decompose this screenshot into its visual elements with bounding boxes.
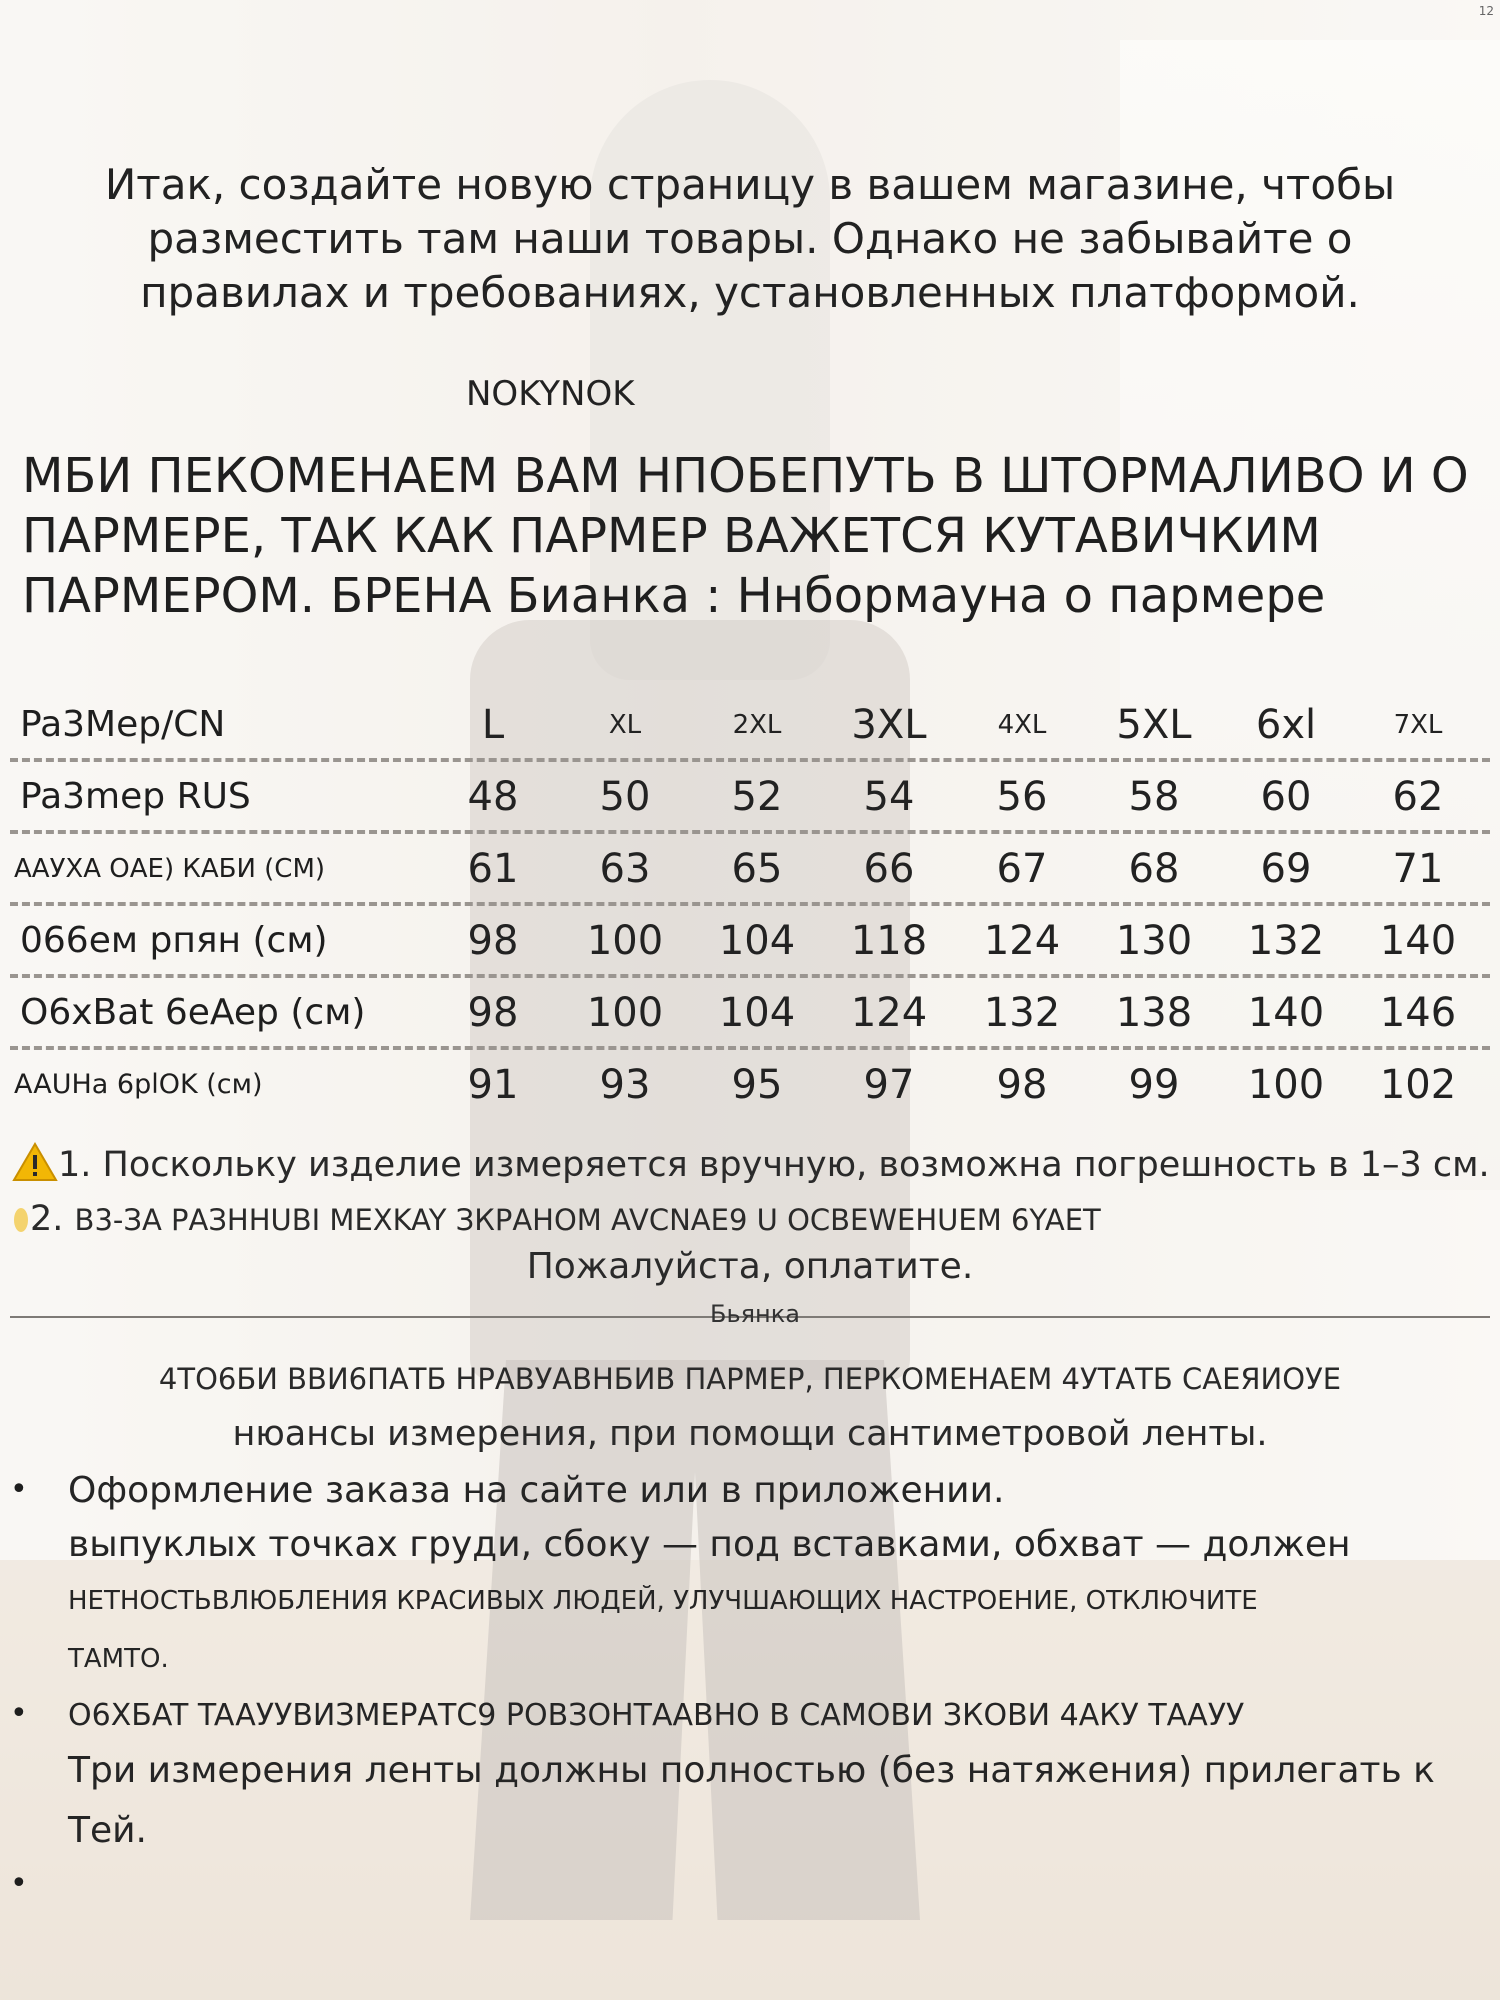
table-cell: 68 [1128, 846, 1180, 892]
size-table-row [0, 834, 1500, 906]
table-cell: 97 [863, 1062, 915, 1108]
table-cell: 95 [731, 1062, 783, 1108]
table-cell: 104 [718, 918, 796, 964]
table-cell: 65 [731, 846, 783, 892]
pin-icon [12, 1196, 30, 1230]
note2-number: 2. [30, 1199, 64, 1239]
tip-line: Оформление заказа на сайте или в приложении. [68, 1470, 1005, 1511]
table-cell: 67 [996, 846, 1048, 892]
row-label: 066ем рпян (см) [20, 920, 328, 961]
intro-text: Итак, создайте новую страницу в вашем магазине, чтобы разместить там наши товары. Однако не забывайте о правилах и требованиях, установленных платформой. [104, 160, 1396, 317]
table-cell: 124 [850, 990, 928, 1036]
table-cell: 99 [1128, 1062, 1180, 1108]
bullet-marker: • [10, 1472, 28, 1507]
table-cell: 132 [1247, 918, 1325, 964]
table-cell: 54 [863, 774, 915, 820]
bullet-marker: • [10, 1696, 28, 1731]
table-cell: 98 [467, 990, 519, 1036]
payment-line: Пожалуйста, оплатите. [526, 1246, 974, 1287]
table-cell: 118 [850, 918, 928, 964]
size-header-cell: L [481, 702, 505, 748]
size-header-cell: 7XL [1393, 710, 1443, 740]
page-number: 12 [1478, 4, 1494, 18]
size-table-header-row [0, 690, 1500, 762]
table-cell: 100 [586, 918, 664, 964]
table-cell: 140 [1379, 918, 1457, 964]
row-label: Pa3mep RUS [20, 776, 251, 817]
table-cell: 102 [1379, 1062, 1457, 1108]
size-header-cell: 5XL [1116, 702, 1192, 748]
row-label: O6xBat 6eAep (см) [20, 992, 366, 1033]
tip-line: Тей. [68, 1810, 147, 1851]
size-header-cell: 2XL [732, 710, 782, 740]
table-cell: 138 [1115, 990, 1193, 1036]
table-cell: 98 [996, 1062, 1048, 1108]
size-table-row [0, 1050, 1500, 1122]
table-cell: 56 [996, 774, 1048, 820]
table-cell: 63 [599, 846, 651, 892]
tip-line: НЕТНОСТЬВЛЮБЛЕНИЯ КРАСИВЫХ ЛЮДЕЙ, УЛУЧШАЮЩИХ НАСТРОЕНИЕ, ОТКЛЮЧИТЕ [68, 1586, 1258, 1616]
headline: МБИ ПЕКОМЕНАЕМ ВАМ НПОБЕПУТЬ В ШТОРМАЛИВО И О ПАРМЕРЕ, ТАК КАК ПАРМЕР ВАЖЕТСЯ КУТАВИЧКИМ ПАРМЕРОМ. БРЕНА Бианка : Ннбормауна о пармере [22, 448, 1469, 624]
table-cell: 98 [467, 918, 519, 964]
size-header-cell: 4XL [997, 710, 1047, 740]
bullet-marker: • [10, 1866, 28, 1901]
size-table [0, 690, 1500, 1122]
table-cell: 66 [863, 846, 915, 892]
size-table-row [0, 906, 1500, 978]
table-cell: 50 [599, 774, 651, 820]
table-cell: 124 [983, 918, 1061, 964]
table-cell: 130 [1115, 918, 1193, 964]
tip-line: O6XБAT TAAУУВИЗМЕРАТС9 РОВЗОНТААВНО В САМОВИ ЗКОВИ 4АКУ ТААУУ [68, 1698, 1245, 1733]
table-cell: 140 [1247, 990, 1325, 1036]
tip-line: выпуклых точках груди, сбоку — под вставками, обхват — должен [68, 1524, 1351, 1565]
table-cell: 91 [467, 1062, 519, 1108]
table-cell: 62 [1392, 774, 1444, 820]
table-cell: 58 [1128, 774, 1180, 820]
table-cell: 52 [731, 774, 783, 820]
divider-label: Бьянка [710, 1300, 800, 1328]
table-cell: 71 [1392, 846, 1444, 892]
warning-icon [12, 1142, 58, 1182]
size-table-row [0, 978, 1500, 1050]
table-cell: 48 [467, 774, 519, 820]
table-cell: 93 [599, 1062, 651, 1108]
size-header-cell: 6xl [1255, 702, 1317, 748]
table-cell: 132 [983, 990, 1061, 1036]
table-cell: 146 [1379, 990, 1457, 1036]
row-label: ААУХА ОАЕ) КАБИ (СМ) [14, 854, 326, 884]
note2-text: В3-ЗА РАЗННUBI MEXKAY ЗКРАНОМ AVCNAE9 U OCBEWEHUEM 6YAET [74, 1203, 1101, 1237]
row-label: AAUHa 6plOK (см) [14, 1069, 263, 1100]
table-cell: 69 [1260, 846, 1312, 892]
brand-name: NOKYNOK [466, 374, 635, 414]
row-label: Pa3Mep/CN [20, 704, 226, 745]
tip-line: ТАМТО. [68, 1644, 169, 1674]
table-cell: 100 [1247, 1062, 1325, 1108]
warning-text: 1. Поскольку изделие измеряется вручную, возможна погрешность в 1–3 см. [58, 1145, 1490, 1185]
size-header-cell: XL [608, 710, 642, 740]
table-cell: 100 [586, 990, 664, 1036]
measurement-intro-caps: 4ТО6БИ ВВИ6ПАТБ НРАВУАВНБИВ ПАРМЕР, ПЕРКОМЕНАЕМ 4УТАТБ САЕЯИОУЕ [158, 1362, 1342, 1396]
table-cell: 104 [718, 990, 796, 1036]
table-cell: 61 [467, 846, 519, 892]
size-header-cell: 3XL [851, 702, 927, 748]
size-table-row [0, 762, 1500, 834]
measurement-intro: нюансы измерения, при помощи сантиметровой ленты. [232, 1414, 1268, 1454]
table-cell: 60 [1260, 774, 1312, 820]
tip-line: Три измерения ленты должны полностью (без натяжения) прилегать к [68, 1750, 1435, 1791]
measurement-note [12, 1138, 1492, 1247]
